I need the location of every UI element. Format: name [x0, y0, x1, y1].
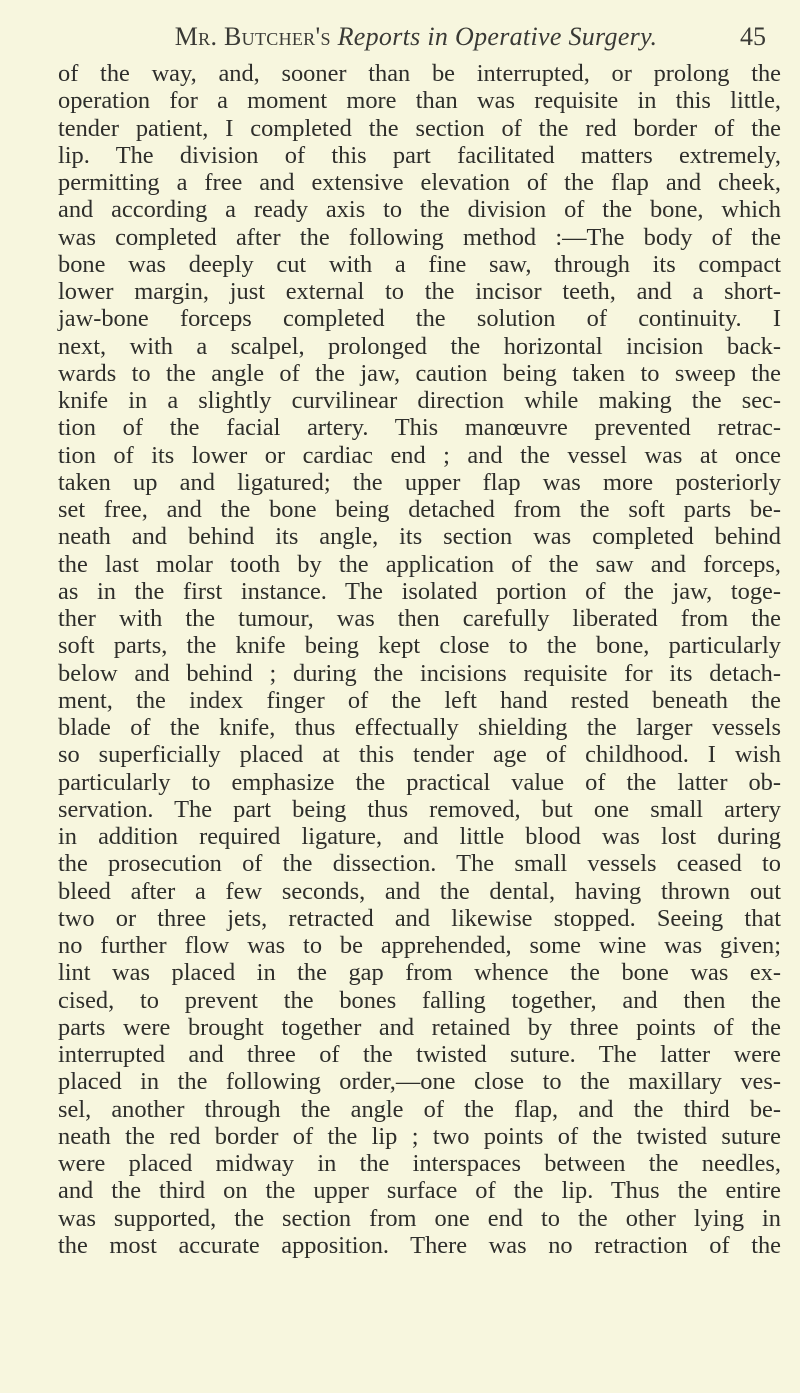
text-line: blade of the knife, thus effectually shielding the larger vessels	[58, 714, 781, 741]
text-line: lower margin, just external to the incisor teeth, and a short-	[58, 278, 781, 305]
text-line: was supported, the section from one end to the other lying in	[58, 1204, 781, 1232]
text-line: soft parts, the knife being kept close to the bone, particularly	[58, 632, 781, 660]
text-line: as in the first instance. The isolated portion of the jaw, toge-	[58, 577, 781, 605]
running-title	[56, 22, 776, 52]
text-line: no further flow was to be apprehended, some wine was given;	[58, 932, 781, 959]
text-line: ment, the index finger of the left hand rested beneath the	[58, 686, 781, 714]
text-line: tion of its lower or cardiac end ; and the vessel was at once	[58, 441, 781, 469]
text-line: operation for a moment more than was requisite in this little,	[58, 87, 781, 115]
running-title-work: Reports in Operative Surgery.	[337, 22, 658, 51]
text-line: two or three jets, retracted and likewise stopped. Seeing that	[58, 904, 781, 932]
running-title-author: Mr. Butcher's	[174, 22, 331, 51]
text-line: parts were brought together and retained by three points of the	[58, 1013, 781, 1041]
text-line: was completed after the following method :—The body of the	[58, 223, 781, 251]
text-line: and the third on the upper surface of the lip. Thus the entire	[58, 1177, 781, 1205]
text-line: set free, and the bone being detached from the soft parts be-	[58, 496, 781, 523]
text-line: and according a ready axis to the division of the bone, which	[58, 196, 781, 224]
text-line: lint was placed in the gap from whence the bone was ex-	[58, 959, 781, 987]
text-line: lip. The division of this part facilitated matters extremely,	[58, 141, 781, 169]
text-line: tender patient, I completed the section of the red border of the	[58, 114, 781, 142]
text-line: bone was deeply cut with a fine saw, through its compact	[58, 250, 781, 278]
text-line: placed in the following order,—one close to the maxillary ves-	[58, 1068, 781, 1096]
text-line: servation. The part being thus removed, but one small artery	[58, 795, 781, 823]
text-line: so superficially placed at this tender age of childhood. I wish	[58, 741, 781, 769]
text-line: of the way, and, sooner than be interrupted, or prolong the	[58, 60, 781, 87]
body-text	[58, 60, 781, 1259]
page-number: 45	[740, 22, 766, 51]
text-line: in addition required ligature, and little blood was lost during	[58, 823, 781, 850]
text-line: particularly to emphasize the practical value of the latter ob-	[58, 768, 781, 796]
text-line: neath the red border of the lip ; two points of the twisted suture	[58, 1122, 781, 1150]
text-line: knife in a slightly curvilinear direction while making the sec-	[58, 387, 781, 414]
text-line: below and behind ; during the incisions requisite for its detach-	[58, 659, 781, 687]
text-line: jaw-bone forceps completed the solution of continuity. I	[58, 305, 781, 333]
text-line: the last molar tooth by the application of the saw and forceps,	[58, 550, 781, 578]
text-line: taken up and ligatured; the upper flap was more posteriorly	[58, 468, 781, 496]
text-line: ther with the tumour, was then carefully liberated from the	[58, 605, 781, 632]
text-line: permitting a free and extensive elevation of the flap and cheek,	[58, 169, 781, 196]
text-line: tion of the facial artery. This manœuvre prevented retrac-	[58, 414, 781, 442]
text-line: bleed after a few seconds, and the dental, having thrown out	[58, 877, 781, 905]
text-line: sel, another through the angle of the flap, and the third be-	[58, 1095, 781, 1123]
text-line: were placed midway in the interspaces between the needles,	[58, 1150, 781, 1177]
text-line: interrupted and three of the twisted suture. The latter were	[58, 1041, 781, 1068]
text-line: the most accurate apposition. There was no retraction of the	[58, 1231, 781, 1259]
running-head	[56, 22, 776, 62]
text-line: next, with a scalpel, prolonged the horizontal incision back-	[58, 332, 781, 360]
text-line: wards to the angle of the jaw, caution being taken to sweep the	[58, 359, 781, 387]
text-line: the prosecution of the dissection. The small vessels ceased to	[58, 850, 781, 878]
text-line: cised, to prevent the bones falling together, and then the	[58, 986, 781, 1014]
text-line: neath and behind its angle, its section was completed behind	[58, 523, 781, 551]
